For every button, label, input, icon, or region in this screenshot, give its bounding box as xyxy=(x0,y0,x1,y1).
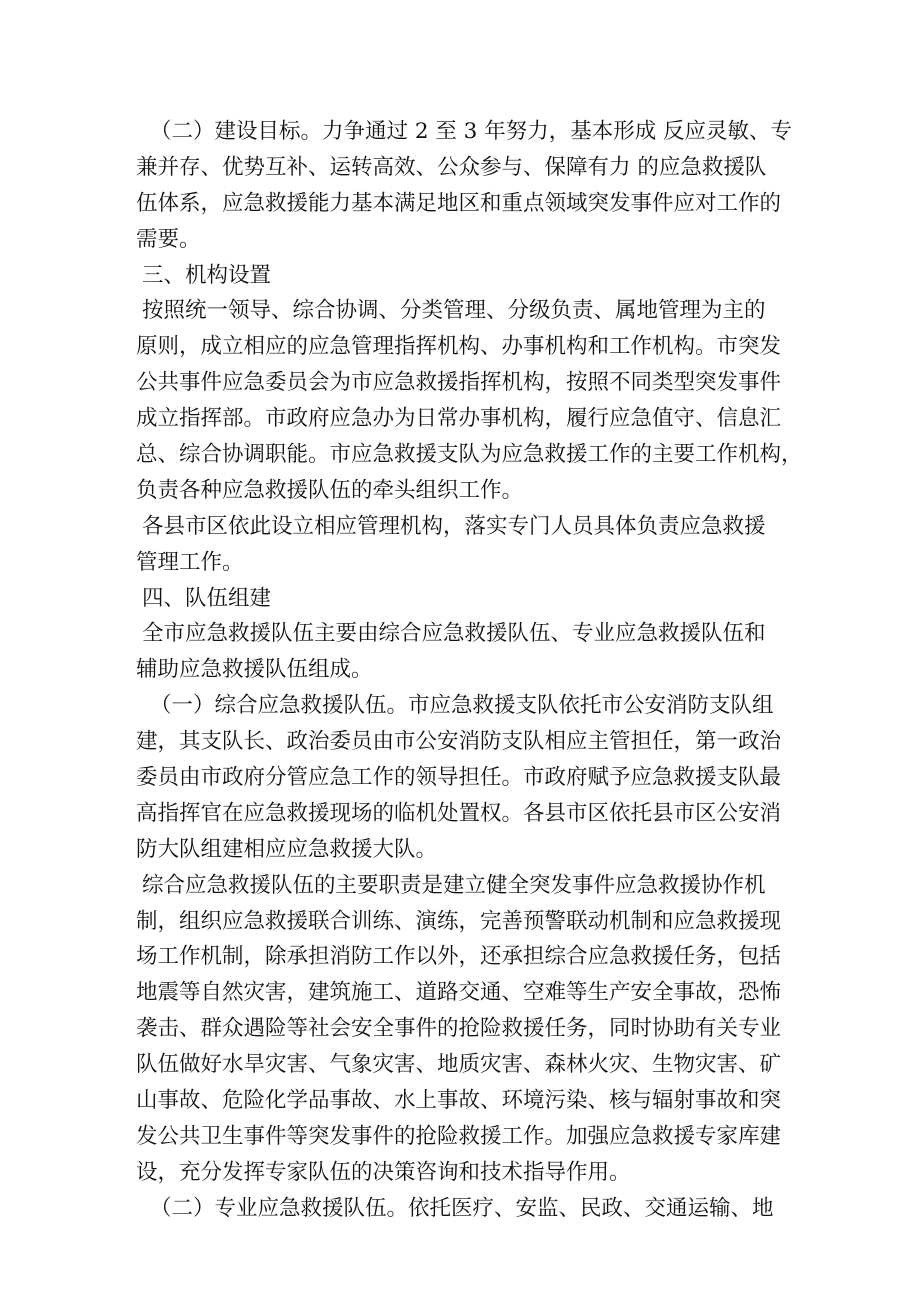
text-line: 建，其支队长、政治委员由市公安消防支队相应主管担任，第一政治 xyxy=(136,729,782,755)
text-line: （二）专业应急救援队伍。依托医疗、安监、民政、交通运输、地 xyxy=(150,1195,774,1221)
text-line: 袭击、群众遇险等社会安全事件的抢险救援任务，同时协助有关专业 xyxy=(136,1016,782,1042)
text-line: 全市应急救援队伍主要由综合应急救援队伍、专业应急救援队伍和 xyxy=(142,621,766,647)
text-line: 总、综合协调职能。市应急救援支队为应急救援工作的主要工作机构， xyxy=(136,442,803,468)
section-heading: 三、机构设置 xyxy=(142,262,272,288)
text-line: 综合应急救援队伍的主要职责是建立健全突发事件应急救援协作机 xyxy=(142,872,766,898)
text-line: （二）建设目标。力争通过 2 至 3 年努力，基本形成 反应灵敏、专 xyxy=(150,119,793,144)
document-body xyxy=(136,114,803,1227)
text-line: 山事故、危险化学品事故、水上事故、环境污染、核与辐射事故和突 xyxy=(136,1088,782,1114)
text-line: 需要。 xyxy=(136,226,201,252)
text-line: 各县市区依此设立相应管理机构，落实专门人员具体负责应急救援 xyxy=(142,513,766,539)
text-line: 伍体系，应急救援能力基本满足地区和重点领域突发事件应对工作的 xyxy=(136,190,782,216)
text-line: 管理工作。 xyxy=(136,549,244,575)
text-line: 按照统一领导、综合协调、分类管理、分级负责、属地管理为主的 xyxy=(142,298,766,324)
text-line: 制，组织应急救援联合训练、演练，完善预警联动机制和应急救援现 xyxy=(136,908,782,934)
text-line: 防大队组建相应应急救援大队。 xyxy=(136,836,438,862)
text-line: 公共事件应急委员会为市应急救援指挥机构，按照不同类型突发事件 xyxy=(136,370,782,396)
text-line: 地震等自然灾害，建筑施工、道路交通、空难等生产安全事故，恐怖 xyxy=(136,980,782,1006)
section-heading: 四、队伍组建 xyxy=(142,585,272,611)
text-line: 负责各种应急救援队伍的牵头组织工作。 xyxy=(136,477,524,503)
text-line: 场工作机制，除承担消防工作以外，还承担综合应急救援任务，包括 xyxy=(136,944,782,970)
text-line: 发公共卫生事件等突发事件的抢险救援工作。加强应急救援专家库建 xyxy=(136,1123,782,1149)
text-line: 原则，成立相应的应急管理指挥机构、办事机构和工作机构。市突发 xyxy=(136,334,782,360)
text-line: 委员由市政府分管应急工作的领导担任。市政府赋予应急救援支队最 xyxy=(136,765,782,791)
text-line: 高指挥官在应急救援现场的临机处置权。各县市区依托县市区公安消 xyxy=(136,800,782,826)
text-line: 设，充分发挥专家队伍的决策咨询和技术指导作用。 xyxy=(136,1159,631,1185)
text-line: 成立指挥部。市政府应急办为日常办事机构，履行应急值守、信息汇 xyxy=(136,406,782,432)
text-line: 兼并存、优势互补、运转高效、公众参与、保障有力 的应急救援队 xyxy=(136,154,767,180)
text-line: 队伍做好水旱灾害、气象灾害、地质灾害、森林火灾、生物灾害、矿 xyxy=(136,1052,782,1078)
text-line: （一）综合应急救援队伍。市应急救援支队依托市公安消防支队组 xyxy=(150,693,774,719)
text-line: 辅助应急救援队伍组成。 xyxy=(136,657,373,683)
